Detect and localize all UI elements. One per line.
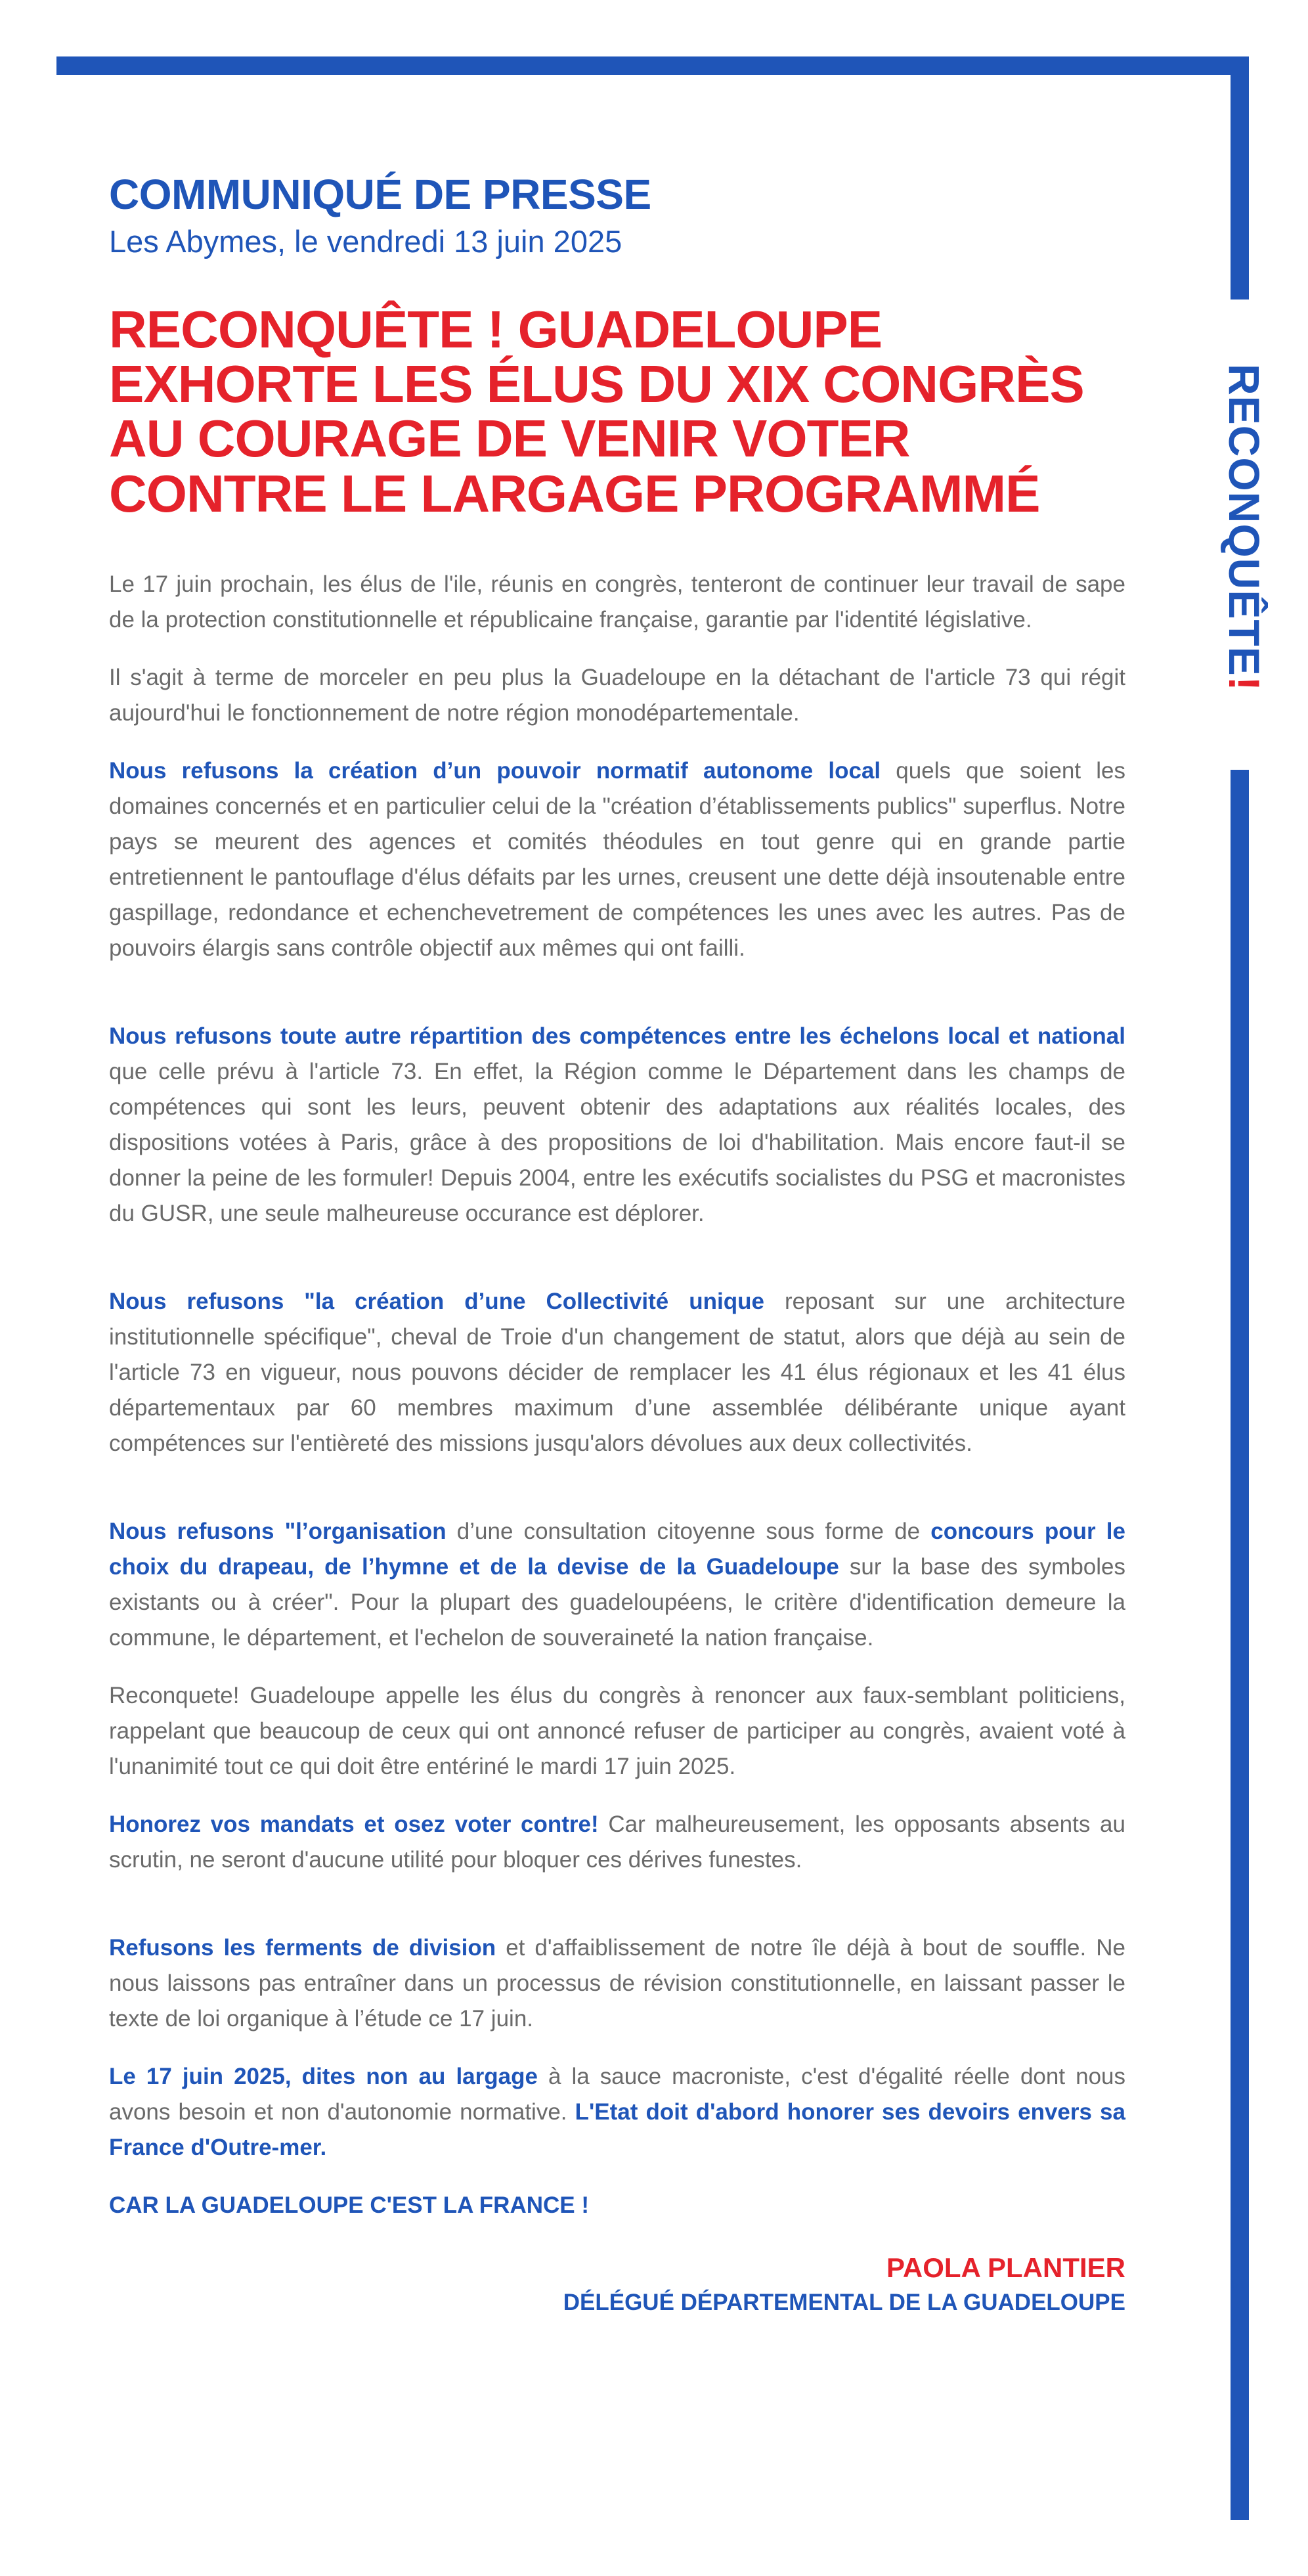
press-release-kicker: COMMUNIQUÉ DE PRESSE xyxy=(109,171,651,218)
emphasis-text: Honorez vos mandats et osez voter contre! xyxy=(109,1811,599,1837)
paragraph-text: d’une consultation citoyenne sous forme de xyxy=(446,1518,931,1544)
paragraph-text: Le 17 juin prochain, les élus de l'ile, réunis en congrès, tenteront de continuer leur travail de sape de la protection constitutionnelle et républicaine française, garantie par l'identité législative. xyxy=(109,571,1125,633)
press-release-body xyxy=(109,171,1125,2319)
signatory-name: PAOLA PLANTIER xyxy=(886,2252,1125,2283)
dateline: Les Abymes, le vendredi 13 juin 2025 xyxy=(109,223,622,259)
body-paragraph xyxy=(109,567,1125,638)
closing-slogan: CAR LA GUADELOUPE C'EST LA FRANCE ! xyxy=(109,2192,590,2218)
body-paragraph xyxy=(109,1284,1125,1461)
emphasis-text: Nous refusons "la création d’une Collectivité unique xyxy=(109,1288,764,1314)
signatory-title: DÉLÉGUÉ DÉPARTEMENTAL DE LA GUADELOUPE xyxy=(563,2289,1125,2315)
paragraph-text: Il s'agit à terme de morceler en peu plus la Guadeloupe en la détachant de l'article 73 qui régit aujourd'hui le fonctionnement de notre région monodépartementale. xyxy=(109,664,1125,726)
body-paragraph xyxy=(109,2059,1125,2165)
frame-right-bar-lower xyxy=(1231,770,1249,2520)
body-paragraph xyxy=(109,753,1125,966)
body-paragraphs xyxy=(109,567,1125,2165)
paragraph-text: sur la base des symboles existants ou à créer". Pour la plupart des guadeloupéens, le critère d'identification demeure la commune, le département, et l'echelon de souveraineté la nation française. xyxy=(109,1553,1126,1651)
body-paragraph xyxy=(109,1807,1125,1878)
paragraph-text: quels que soient les domaines concernés et en particulier celui de la "création d’établissements publics" superflus. Notre pays se meurent des agences et comités théodules en tout genre qui en grande partie entretiennent le pantouflage d'élus défaits par les urnes, creusent une dette déjà insoutenable entre gaspillage, redondance et echenchevetrement de compétences les unes avec les autres. Pas de pouvoirs élargis sans contrôle objectif aux mêmes qui ont failli. xyxy=(109,757,1125,961)
brand-logo-vertical xyxy=(1220,364,1269,692)
paragraph-text: et d'affaiblissement de notre île déjà à bout de souffle. Ne nous laissons pas entraîner dans un processus de révision constitutionnelle, en laissant passer le texte de loi organique à l’étude ce 17 juin. xyxy=(109,1934,1125,2032)
paragraph-text: Car malheureusement, les opposants absents au scrutin, ne seront d'aucune utilité pour bloquer ces dérives funestes. xyxy=(109,1811,1125,1873)
emphasis-text: Nous refusons toute autre répartition des compétences entre les échelons local et national xyxy=(109,1023,1125,1049)
headline-line: EXHORTE LES ÉLUS DU XIX CONGRÈS xyxy=(109,355,1084,414)
emphasis-text: Nous refusons "l’organisation xyxy=(109,1518,447,1544)
headline-line: RECONQUÊTE ! GUADELOUPE xyxy=(109,300,883,359)
paragraph-text: à la sauce macroniste, c'est d'égalité réelle dont nous avons besoin et non d'autonomie normative. xyxy=(109,2063,1125,2125)
headline-line: AU COURAGE DE VENIR VOTER xyxy=(109,409,910,468)
brand-logo-text: RECONQUÊTE xyxy=(1220,364,1269,677)
signature-block xyxy=(109,2250,1125,2319)
emphasis-text: Nous refusons la création d’un pouvoir normatif autonome local xyxy=(109,757,881,784)
emphasis-text: Le 17 juin 2025, dites non au largage xyxy=(109,2063,538,2089)
paragraph-text: reposant sur une architecture institutionnelle spécifique", cheval de Troie d'un changement de statut, alors que déjà au sein de l'article 73 en vigueur, nous pouvons décider de remplacer les 41 élus régionaux et les 41 élus départementaux par 60 membres maximum d’une assemblée délibérante unique ayant compétences sur l'entièreté des missions jusqu'alors dévolues aux deux collectivités. xyxy=(109,1288,1125,1456)
brand-logo-exclamation: ! xyxy=(1220,676,1269,692)
emphasis-text: L'Etat doit d'abord honorer ses devoirs envers sa France d'Outre-mer. xyxy=(109,2099,1125,2160)
emphasis-text: concours pour le choix du drapeau, de l’hymne et de la devise de la Guadeloupe xyxy=(109,1518,1125,1580)
frame-right-bar-upper xyxy=(1231,56,1249,300)
body-paragraph xyxy=(109,1019,1125,1232)
body-paragraph xyxy=(109,1678,1125,1785)
body-paragraph xyxy=(109,1514,1125,1656)
headline-line: CONTRE LE LARGAGE PROGRAMMÉ xyxy=(109,464,1040,523)
paragraph-text: que celle prévu à l'article 73. En effet, la Région comme le Département dans les champs de compétences qui sont les leurs, peuvent obtenir des adaptations aux réalités locales, des dispositions votées à Paris, grâce à des propositions de loi d'habilitation. Mais encore faut-il se donner la peine de les formuler! Depuis 2004, entre les exécutifs socialistes du PSG et macronistes du GUSR, une seule malheureuse occurance est déplorer. xyxy=(109,1058,1125,1226)
frame-top-bar xyxy=(56,56,1249,75)
body-paragraph xyxy=(109,660,1125,731)
emphasis-text: Refusons les ferments de division xyxy=(109,1934,496,1961)
headline xyxy=(109,302,1125,521)
paragraph-text: Reconquete! Guadeloupe appelle les élus du congrès à renoncer aux faux-semblant politiciens, rappelant que beaucoup de ceux qui ont annoncé refuser de participer au congrès, avaient voté à l'unanimité tout ce qui doit être entériné le mardi 17 juin 2025. xyxy=(109,1682,1125,1779)
body-paragraph xyxy=(109,1930,1125,2037)
